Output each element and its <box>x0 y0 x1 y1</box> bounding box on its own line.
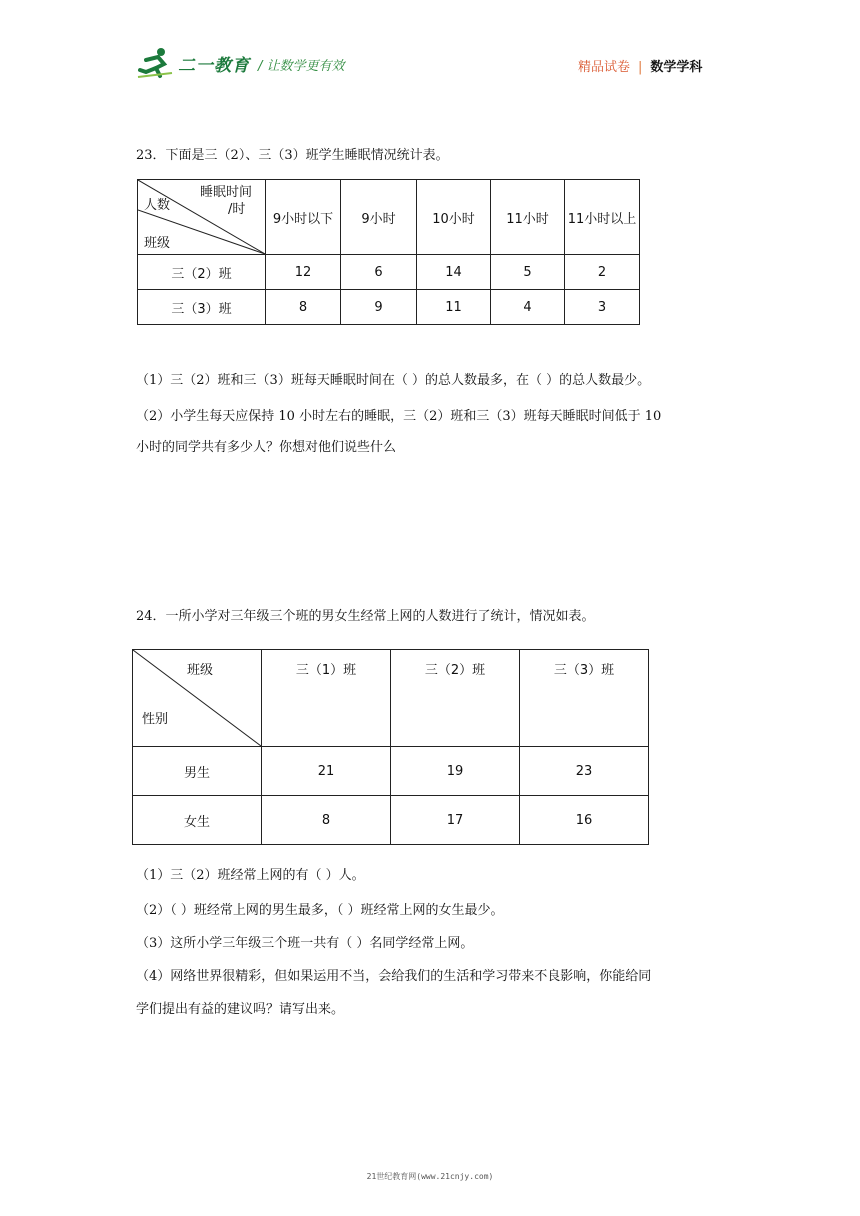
q23-cell: 14 <box>417 255 491 290</box>
table-row <box>138 290 640 325</box>
q24-sub4-line2: 学们提出有益的建议吗？请写出来。 <box>136 1002 345 1017</box>
q23-row-label: 三（2）班 <box>138 255 266 290</box>
q23-cell: 9 <box>341 290 417 325</box>
table-row <box>133 796 649 845</box>
q23-corner-cell <box>138 180 266 255</box>
page-footer: 21世纪教育网(www.21cnjy.com) <box>366 1172 494 1181</box>
q24-title: 24．一所小学对三年级三个班的男女生经常上网的人数进行了统计，情况如表。 <box>136 609 595 624</box>
q24-sub3: （3）这所小学三年级三个班一共有（ ）名同学经常上网。 <box>136 936 474 951</box>
q23-corner-top: 睡眠时间 <box>200 185 253 200</box>
q24-table <box>132 649 649 845</box>
q24-sub4-line1: （4）网络世界很精彩，但如果运用不当，会给我们的生活和学习带来不良影响，你能给同 <box>136 969 652 984</box>
q24-row-label: 男生 <box>133 747 262 796</box>
q23-corner-mid: 人数 <box>144 198 171 213</box>
q24-corner-bottom: 性别 <box>142 712 169 727</box>
q24-cell: 19 <box>391 747 520 796</box>
q23-title: 23．下面是三（2）、三（3）班学生睡眠情况统计表。 <box>136 148 449 163</box>
q24-col-header: 三（2）班 <box>391 650 520 747</box>
q23-table <box>137 179 640 325</box>
q24-corner-top: 班级 <box>187 663 214 678</box>
q24-col-header: 三（3）班 <box>520 650 649 747</box>
q23-col-header: 11小时 <box>491 180 565 255</box>
q24-cell: 16 <box>520 796 649 845</box>
q24-cell: 21 <box>262 747 391 796</box>
header-tag-left: 精品试卷 <box>578 60 631 75</box>
q23-sub1: （1）三（2）班和三（3）班每天睡眠时间在（ ）的总人数最多，在（ ）的总人数最少。 <box>136 373 651 388</box>
q23-col-header: 10小时 <box>417 180 491 255</box>
q23-cell: 12 <box>266 255 341 290</box>
q24-row-label: 女生 <box>133 796 262 845</box>
q23-row-label: 三（3）班 <box>138 290 266 325</box>
q24-sub2: （2）（ ）班经常上网的男生最多，（ ）班经常上网的女生最少。 <box>136 903 504 918</box>
q23-cell: 3 <box>565 290 640 325</box>
table-row <box>133 747 649 796</box>
q23-col-header: 9小时 <box>341 180 417 255</box>
header-tag-right: 数学学科 <box>650 60 703 75</box>
logo-text: 二一教育 <box>178 55 250 76</box>
q24-cell: 23 <box>520 747 649 796</box>
q23-cell: 5 <box>491 255 565 290</box>
q23-cell: 4 <box>491 290 565 325</box>
runner-logo-icon <box>136 46 174 80</box>
q23-cell: 8 <box>266 290 341 325</box>
q23-cell: 2 <box>565 255 640 290</box>
q24-col-header: 三（1）班 <box>262 650 391 747</box>
table-row <box>138 255 640 290</box>
q23-sub2-line2: 小时的同学共有多少人？你想对他们说些什么 <box>136 440 397 455</box>
q23-cell: 11 <box>417 290 491 325</box>
q24-cell: 8 <box>262 796 391 845</box>
q24-corner-cell <box>133 650 262 747</box>
header-separator: | <box>638 60 643 75</box>
q23-col-header: 9小时以下 <box>266 180 341 255</box>
q23-cell: 6 <box>341 255 417 290</box>
q23-sub2-line1: （2）小学生每天应保持 10 小时左右的睡眠，三（2）班和三（3）班每天睡眠时间低于 10 <box>136 409 662 424</box>
q23-corner-bottom: 班级 <box>144 236 171 251</box>
logo <box>136 46 250 80</box>
q23-corner-top-unit: /时 <box>228 202 246 217</box>
slogan: / 让数学更有效 <box>258 59 345 74</box>
q24-sub1: （1）三（2）班经常上网的有（ ）人。 <box>136 868 365 883</box>
header-tags <box>578 56 702 75</box>
q24-cell: 17 <box>391 796 520 845</box>
q23-col-header: 11小时以上 <box>565 180 640 255</box>
